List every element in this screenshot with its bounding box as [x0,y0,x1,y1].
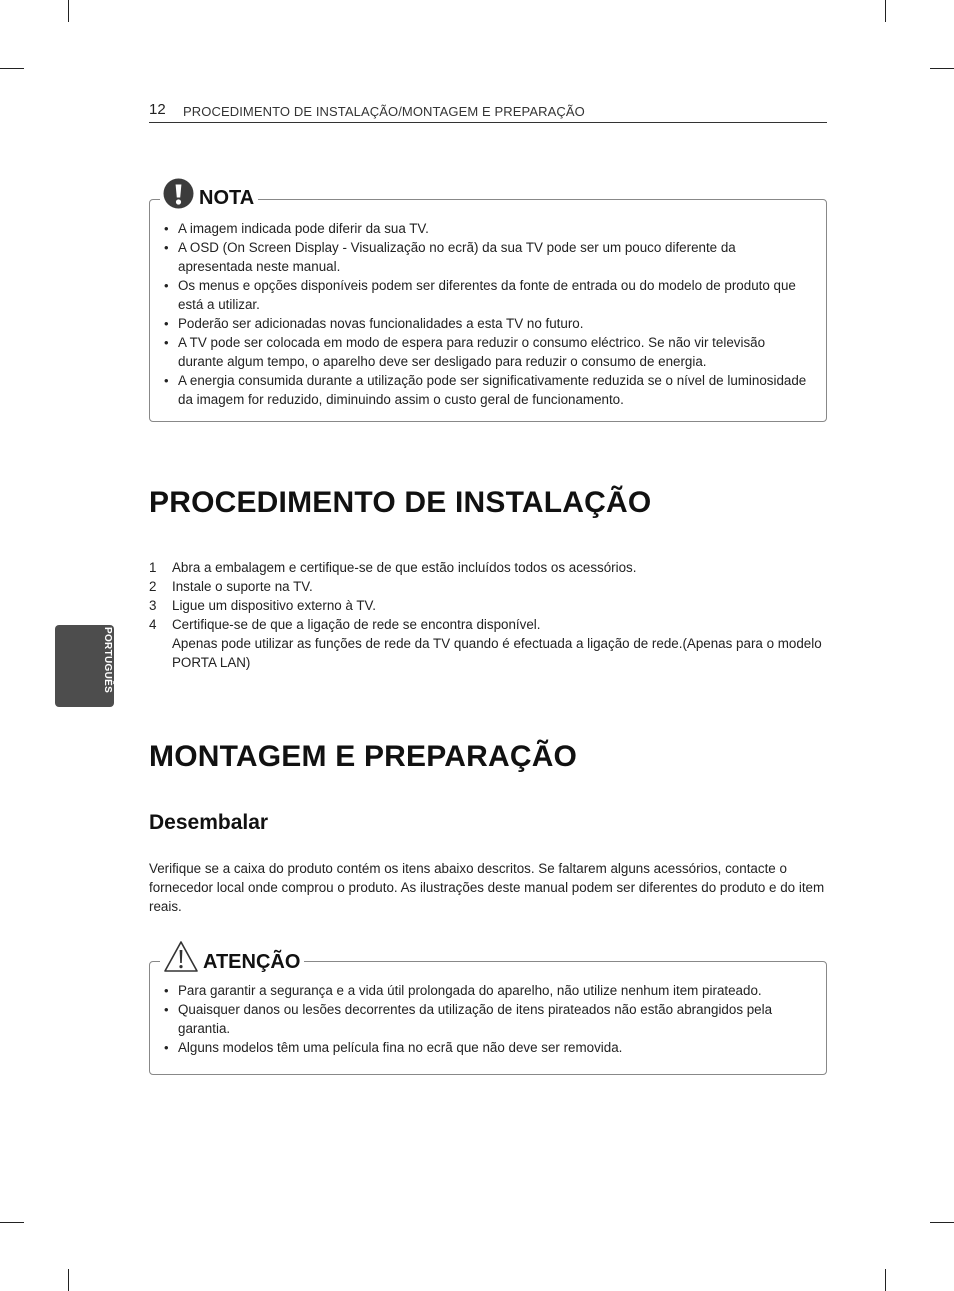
list-item: • A energia consumida durante a utilização pode ser significativamente reduzida se o nível de luminosidade da imagem for reduzido, diminuindo assim o custo geral de funcionamento. [152,371,810,409]
list-item: • A imagem indicada pode diferir da sua TV. [152,219,810,238]
caution-box [149,951,827,1075]
step-item: 1 Abra a embalagem e certifique-se de que estão incluídos todos os acessórios. [149,560,637,575]
page-header [149,100,827,123]
install-heading: PROCEDIMENTO DE INSTALAÇÃO [149,486,652,519]
caution-list [152,981,810,1057]
step-item: 3 Ligue um dispositivo externo à TV. [149,598,376,613]
step-item: 4 Certifique-se de que a ligação de rede se encontra disponível. Apenas pode utilizar as funções de rede da TV quando é efectuada a ligação de rede.(Apenas para o modelo PORTA LAN) [149,617,822,670]
step-item: 2 Instale o suporte na TV. [149,579,313,594]
running-title: PROCEDIMENTO DE INSTALAÇÃO/MONTAGEM E PREPARAÇÃO [183,104,585,119]
list-item: • Alguns modelos têm uma película fina no ecrã que não deve ser removida. [152,1038,810,1057]
exclamation-circle-icon [163,178,194,209]
note-list [152,219,810,409]
install-steps [149,558,829,672]
step-note: Apenas pode utilizar as funções de rede da TV quando é efectuada a ligação de rede.(Apenas para o modelo PORTA LAN) [172,636,822,670]
list-item: • Para garantir a segurança e a vida útil prolongada do aparelho, não utilize nenhum item pirateado. [152,981,810,1000]
crop-mark [930,1222,954,1223]
list-item: • A OSD (On Screen Display - Visualização no ecrã) da sua TV pode ser um pouco diferente da apresentada neste manual. [152,238,810,276]
list-item: • Quaisquer danos ou lesões decorrentes da utilização de itens pirateados não estão abrangidos pela garantia. [152,1000,810,1038]
crop-mark [68,0,69,22]
list-item: • Os menus e opções disponíveis podem ser diferentes da fonte de entrada ou do modelo de produto que está a utilizar. [152,276,810,314]
crop-mark [0,1222,24,1223]
crop-mark [885,1269,886,1291]
note-box [149,187,827,422]
list-item: • Poderão ser adicionadas novas funcionalidades a esta TV no futuro. [152,314,810,333]
note-box-header [160,175,258,209]
warning-triangle-icon [163,940,199,973]
caution-label: ATENÇÃO [203,951,301,973]
list-item: • A TV pode ser colocada em modo de espera para reduzir o consumo eléctrico. Se não vir televisão durante algum tempo, o aparelho deve ser desligado para reduzir o consumo de energia. [152,333,810,371]
unpacking-subheading: Desembalar [149,811,269,834]
caution-box-header [160,937,304,973]
page-number: 12 [149,101,166,118]
crop-mark [0,68,24,69]
crop-mark [68,1269,69,1291]
crop-mark [930,68,954,69]
note-label: NOTA [199,187,255,209]
language-label: PORTUGUÊS [102,627,113,694]
unpacking-paragraph: Verifique se a caixa do produto contém os itens abaixo descritos. Se faltarem alguns acessórios, contacte o fornecedor local onde comprou o produto. As ilustrações deste manual podem ser diferentes do produto e do item reais. [149,861,825,914]
crop-mark [885,0,886,22]
assembly-heading: MONTAGEM E PREPARAÇÃO [149,740,578,773]
language-side-tab [55,625,114,707]
